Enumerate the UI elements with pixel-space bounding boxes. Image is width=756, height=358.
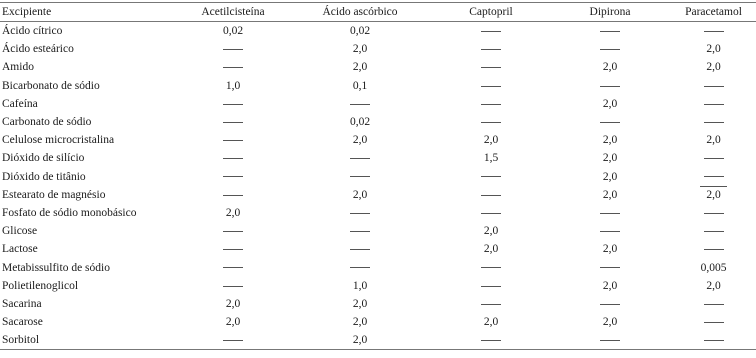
- table-row: [0, 168, 756, 186]
- empty-dash: [481, 286, 501, 287]
- value-cell: [551, 186, 669, 204]
- value-cell: [431, 240, 551, 258]
- value-text: 2,0: [483, 134, 499, 147]
- value-cell: [177, 331, 289, 350]
- empty-dash: [350, 104, 370, 105]
- excipient-name-cell: Sacarose: [2, 316, 43, 329]
- value-cell: [177, 186, 289, 204]
- empty-dash: [223, 122, 243, 123]
- value-text: 2,0: [483, 243, 499, 256]
- table-row: [0, 95, 756, 113]
- value-cell: [289, 186, 431, 204]
- empty-dash: [223, 67, 243, 68]
- value-cell: [551, 77, 669, 95]
- empty-dash: [481, 122, 501, 123]
- value-cell: [669, 149, 756, 167]
- empty-dash: [704, 340, 724, 341]
- value-text: 2,0: [706, 61, 721, 74]
- empty-dash: [704, 249, 724, 250]
- value-cell: [289, 258, 431, 276]
- value-text: 2,0: [483, 225, 499, 238]
- value-text: 2,0: [602, 279, 618, 292]
- empty-dash: [223, 340, 243, 341]
- empty-dash: [223, 140, 243, 141]
- value-cell: [669, 186, 756, 204]
- empty-dash: [704, 231, 724, 232]
- value-cell: [669, 240, 756, 258]
- value-text: 0,1: [352, 79, 368, 92]
- empty-dash: [481, 49, 501, 50]
- excipient-name-cell: Bicarbonato de sódio: [2, 79, 100, 92]
- table-row: [0, 313, 756, 331]
- empty-dash: [223, 176, 243, 177]
- value-text: 2,0: [602, 316, 618, 329]
- table-row: [0, 58, 756, 76]
- value-text: 0,02: [349, 116, 371, 129]
- value-text: 0,005: [700, 261, 727, 274]
- empty-dash: [704, 176, 724, 177]
- value-cell: [669, 22, 756, 41]
- empty-dash: [481, 267, 501, 268]
- excipient-name-cell: Celulose microcristalina: [2, 134, 115, 147]
- value-cell: [551, 313, 669, 331]
- value-cell: [551, 113, 669, 131]
- empty-dash: [223, 49, 243, 50]
- value-text: 2,0: [352, 297, 368, 310]
- value-text: 2,0: [225, 206, 241, 219]
- value-text: 2,0: [602, 61, 618, 74]
- value-text: 2,0: [602, 243, 618, 256]
- value-cell: [431, 40, 551, 58]
- value-cell: [177, 131, 289, 149]
- value-cell: [177, 204, 289, 222]
- value-text: 2,0: [602, 188, 618, 201]
- table-row: [0, 258, 756, 276]
- excipient-name-cell: Sorbitol: [0, 331, 177, 350]
- empty-dash: [481, 86, 501, 87]
- empty-dash: [600, 231, 620, 232]
- table-row: [0, 331, 756, 350]
- value-cell: [289, 131, 431, 149]
- value-text: 2,0: [352, 316, 368, 329]
- value-cell: [177, 113, 289, 131]
- excipient-name-cell: Cafeína: [2, 97, 38, 110]
- table-row: [0, 22, 756, 41]
- table-row: [0, 222, 756, 240]
- excipient-name-cell: Dióxido de silício: [2, 152, 85, 165]
- empty-dash: [223, 231, 243, 232]
- empty-dash: [481, 195, 501, 196]
- value-text: 2,0: [225, 297, 241, 310]
- value-cell: [289, 240, 431, 258]
- excipient-table: [0, 2, 756, 350]
- value-cell: [431, 258, 551, 276]
- empty-dash: [223, 158, 243, 159]
- value-text: 2,0: [352, 188, 368, 201]
- value-cell: [177, 295, 289, 313]
- value-cell: [669, 331, 756, 350]
- value-text: 2,0: [352, 134, 368, 147]
- empty-dash: [704, 86, 724, 87]
- header-dipirona: Dipirona: [551, 3, 669, 22]
- value-cell: [431, 313, 551, 331]
- value-text: 2,0: [352, 61, 368, 74]
- value-cell: [669, 77, 756, 95]
- value-cell: [177, 22, 289, 41]
- value-cell: [431, 22, 551, 41]
- value-text: 2,0: [602, 170, 618, 183]
- empty-dash: [481, 67, 501, 68]
- value-cell: [431, 113, 551, 131]
- excipient-name-cell: Polietilenoglicol: [2, 279, 79, 292]
- empty-dash: [704, 31, 724, 32]
- value-cell: [551, 204, 669, 222]
- empty-dash: [704, 304, 724, 305]
- excipient-name-cell: Sacarina: [2, 297, 42, 310]
- table-row: [0, 295, 756, 313]
- empty-dash: [704, 213, 724, 214]
- value-cell: [177, 58, 289, 76]
- value-cell: [669, 131, 756, 149]
- value-cell: [431, 95, 551, 113]
- empty-dash: [704, 158, 724, 159]
- empty-dash: [223, 104, 243, 105]
- value-cell: [551, 240, 669, 258]
- value-text: 1,0: [352, 279, 368, 292]
- header-captopril: Captopril: [431, 3, 551, 22]
- empty-dash: [600, 267, 620, 268]
- empty-dash: [481, 304, 501, 305]
- header-acetilcisteina: Acetilcisteína: [177, 3, 289, 22]
- value-cell: [551, 58, 669, 76]
- empty-dash: [223, 286, 243, 287]
- empty-dash: [481, 213, 501, 214]
- excipient-name-cell: Metabissulfito de sódio: [2, 261, 110, 274]
- value-cell: [289, 313, 431, 331]
- value-text: 2,0: [352, 334, 368, 347]
- value-cell: [177, 222, 289, 240]
- empty-dash: [600, 213, 620, 214]
- empty-dash: [223, 267, 243, 268]
- value-cell: [669, 113, 756, 131]
- value-cell: [431, 204, 551, 222]
- value-cell: [289, 22, 431, 41]
- excipient-name-cell: Fosfato de sódio monobásico: [2, 206, 137, 219]
- header-excipiente: Excipiente: [0, 3, 177, 22]
- excipient-name-cell: Dióxido de titânio: [2, 170, 86, 183]
- value-cell: [431, 331, 551, 350]
- value-cell: [551, 331, 669, 350]
- value-text: 2,0: [602, 152, 618, 165]
- excipient-name-cell: Carbonato de sódio: [2, 116, 92, 129]
- table-row: [0, 277, 756, 295]
- value-cell: [177, 95, 289, 113]
- empty-dash: [481, 176, 501, 177]
- table-row: [0, 77, 756, 95]
- value-cell: [431, 168, 551, 186]
- value-cell: [431, 222, 551, 240]
- value-text: 2,0: [706, 43, 721, 56]
- excipient-name-cell: Estearato de magnésio: [2, 188, 106, 201]
- empty-dash: [704, 122, 724, 123]
- value-cell: [431, 77, 551, 95]
- value-cell: [551, 149, 669, 167]
- value-cell: [669, 258, 756, 276]
- empty-dash: [481, 31, 501, 32]
- value-cell: [289, 40, 431, 58]
- value-text: 2,0: [483, 316, 499, 329]
- value-cell: [669, 222, 756, 240]
- value-text: 2,0: [706, 279, 721, 292]
- value-cell: [669, 40, 756, 58]
- table-body: [0, 22, 756, 350]
- value-cell: [431, 131, 551, 149]
- value-text: 1,5: [483, 152, 499, 165]
- value-cell: [551, 40, 669, 58]
- value-cell: [177, 258, 289, 276]
- value-cell: [177, 313, 289, 331]
- table-header: [0, 3, 756, 22]
- empty-dash: [350, 267, 370, 268]
- value-cell: [289, 95, 431, 113]
- value-cell: [289, 204, 431, 222]
- value-cell: [551, 277, 669, 295]
- value-cell: [669, 58, 756, 76]
- empty-dash: [600, 122, 620, 123]
- value-cell: [669, 168, 756, 186]
- header-paracetamol: Paracetamol: [669, 3, 756, 22]
- value-text: 2,0: [602, 97, 618, 110]
- table-row: [0, 240, 756, 258]
- value-text: 0,02: [349, 25, 371, 38]
- empty-dash: [600, 49, 620, 50]
- header-row: [0, 3, 756, 22]
- empty-dash: [600, 304, 620, 305]
- value-cell: [551, 222, 669, 240]
- value-cell: [551, 95, 669, 113]
- header-acido-ascorbico: Ácido ascórbico: [289, 3, 431, 22]
- excipient-name-cell: Amido: [2, 61, 34, 74]
- empty-dash: [223, 195, 243, 196]
- empty-dash: [704, 322, 724, 323]
- table-row: [0, 186, 756, 204]
- empty-dash: [481, 104, 501, 105]
- value-cell: [177, 40, 289, 58]
- excipient-name-cell: Ácido cítrico: [2, 25, 63, 38]
- overline-mark: [700, 186, 726, 187]
- value-cell: [431, 186, 551, 204]
- value-cell: [669, 204, 756, 222]
- empty-dash: [600, 86, 620, 87]
- value-cell: [177, 277, 289, 295]
- empty-dash: [481, 340, 501, 341]
- value-cell: [551, 22, 669, 41]
- table-row: [0, 204, 756, 222]
- value-cell: [551, 258, 669, 276]
- value-cell: [289, 58, 431, 76]
- value-text: 2,0: [352, 43, 368, 56]
- value-cell: [289, 277, 431, 295]
- value-text: 2,0: [602, 134, 618, 147]
- value-text: 0,02: [222, 25, 244, 38]
- value-cell: [431, 277, 551, 295]
- value-cell: [177, 149, 289, 167]
- excipient-name-cell: Lactose: [2, 243, 38, 256]
- table-row: [0, 131, 756, 149]
- table-row: [0, 149, 756, 167]
- value-cell: [177, 168, 289, 186]
- empty-dash: [600, 31, 620, 32]
- table-row: [0, 40, 756, 58]
- value-cell: [431, 58, 551, 76]
- value-text: 2,0: [225, 316, 241, 329]
- empty-dash: [350, 231, 370, 232]
- table-row: [0, 113, 756, 131]
- excipient-name-cell: Glicose: [2, 225, 38, 238]
- value-text: 2,0: [706, 134, 721, 147]
- empty-dash: [350, 249, 370, 250]
- value-cell: [669, 277, 756, 295]
- empty-dash: [350, 213, 370, 214]
- empty-dash: [600, 340, 620, 341]
- value-cell: [289, 113, 431, 131]
- value-cell: [669, 313, 756, 331]
- value-cell: [289, 168, 431, 186]
- value-cell: [551, 131, 669, 149]
- value-cell: [177, 240, 289, 258]
- value-cell: [431, 149, 551, 167]
- value-text: 1,0: [225, 79, 241, 92]
- value-cell: [551, 295, 669, 313]
- value-cell: [177, 77, 289, 95]
- value-cell: [289, 222, 431, 240]
- value-cell: [669, 295, 756, 313]
- empty-dash: [704, 104, 724, 105]
- value-cell: [669, 95, 756, 113]
- value-text: 2,0: [706, 189, 720, 201]
- excipient-name-cell: Ácido esteárico: [2, 43, 74, 56]
- value-cell: [431, 295, 551, 313]
- value-cell: [551, 168, 669, 186]
- value-cell: [289, 77, 431, 95]
- empty-dash: [350, 158, 370, 159]
- value-cell: [289, 295, 431, 313]
- empty-dash: [223, 249, 243, 250]
- empty-dash: [350, 176, 370, 177]
- value-cell: [289, 149, 431, 167]
- value-cell: [289, 331, 431, 350]
